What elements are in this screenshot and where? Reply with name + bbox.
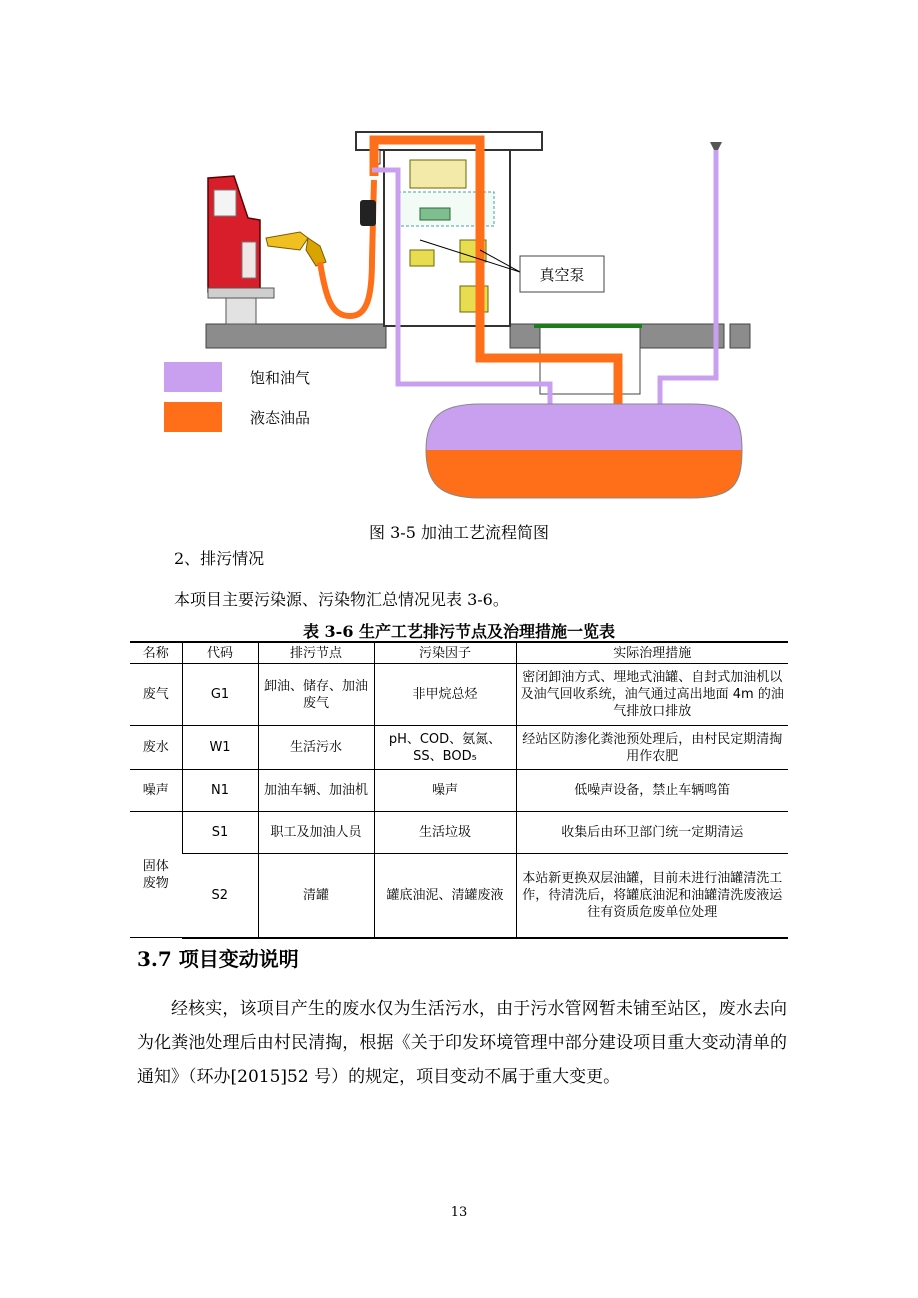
vent-pipe <box>660 150 716 410</box>
dispenser-display <box>410 160 466 188</box>
section-item: 2、排污情况 <box>174 549 265 568</box>
cell-measure: 收集后由环卫部门统一定期清运 <box>516 812 788 854</box>
cell-measure: 低噪声设备，禁止车辆鸣笛 <box>516 770 788 812</box>
cell-name: 废水 <box>130 726 182 770</box>
cell-factor: pH、COD、氨氮、SS、BOD₅ <box>374 726 516 770</box>
meter <box>420 208 450 220</box>
legend-label-liquid: 液态油品 <box>250 409 311 427</box>
cell-node: 生活污水 <box>258 726 374 770</box>
cell-measure: 本站新更换双层油罐，目前未进行油罐清洗工作，待清洗后，将罐底油泥和油罐清洗废液运往有资质危废单位处理 <box>516 854 788 938</box>
header-code: 代码 <box>182 642 258 664</box>
section-title: 3.7 项目变动说明 <box>137 947 299 971</box>
cell-code: S2 <box>182 854 258 938</box>
legend-label-vapor: 饱和油气 <box>250 369 311 387</box>
cell-node: 职工及加油人员 <box>258 812 374 854</box>
cell-factor: 罐底油泥、清罐废液 <box>374 854 516 938</box>
header-node: 排污节点 <box>258 642 374 664</box>
table-header-row <box>130 642 788 664</box>
header-factor: 污染因子 <box>374 642 516 664</box>
legend-swatch-liquid <box>164 402 222 432</box>
cell-factor: 非甲烷总烃 <box>374 664 516 726</box>
callout-label: 真空泵 <box>539 266 585 284</box>
cell-name: 噪声 <box>130 770 182 812</box>
ground-left <box>206 324 386 348</box>
cell-code: S1 <box>182 812 258 854</box>
header-name: 名称 <box>130 642 182 664</box>
ground-edge <box>730 324 750 348</box>
cell-factor: 噪声 <box>374 770 516 812</box>
nozzle <box>266 232 326 266</box>
header-measure: 实际治理措施 <box>516 642 788 664</box>
cell-node: 加油车辆、加油机 <box>258 770 374 812</box>
table-row <box>130 854 788 938</box>
cell-measure: 经站区防渗化粪池预处理后，由村民定期清掏用作农肥 <box>516 726 788 770</box>
vent-cap <box>710 142 722 150</box>
cell-measure: 密闭卸油方式、埋地式油罐、自封式加油机以及油气回收系统，油气通过高出地面 4m 的油气排放口排放 <box>516 664 788 726</box>
motor <box>410 250 434 266</box>
page-number: 13 <box>450 1205 468 1220</box>
ground-right <box>640 324 724 348</box>
pollution-table <box>130 641 788 939</box>
cell-name: 固体废物 <box>130 812 182 938</box>
body-paragraph: 经核实，该项目产生的废水仅为生活污水，由于污水管网暂未铺至站区，废水去向为化粪池处理后由村民清掏，根据《关于印发环境管理中部分建设项目重大变动清单的通知》（环办[2015]52 号）的规定，项目变动不属于重大变更。 <box>137 999 787 1087</box>
cell-code: N1 <box>182 770 258 812</box>
legend-swatch-vapor <box>164 362 222 392</box>
tank-liquid <box>426 450 742 498</box>
cell-code: W1 <box>182 726 258 770</box>
table-row <box>130 812 788 854</box>
table-row <box>130 726 788 770</box>
cell-code: G1 <box>182 664 258 726</box>
figure-caption: 图 3-5 加油工艺流程简图 <box>369 523 549 542</box>
fueling-process-diagram <box>150 120 760 515</box>
cell-node: 清罐 <box>258 854 374 938</box>
car <box>208 176 274 324</box>
breakaway-valve <box>360 200 376 226</box>
storage-tank <box>426 404 742 450</box>
cell-name: 废气 <box>130 664 182 726</box>
table-title: 表 3-6 生产工艺排污节点及治理措施一览表 <box>302 622 616 641</box>
cell-node: 卸油、储存、加油废气 <box>258 664 374 726</box>
cell-factor: 生活垃圾 <box>374 812 516 854</box>
table-row <box>130 770 788 812</box>
intro-text: 本项目主要污染源、污染物汇总情况见表 3-6。 <box>174 590 509 609</box>
table-row <box>130 664 788 726</box>
